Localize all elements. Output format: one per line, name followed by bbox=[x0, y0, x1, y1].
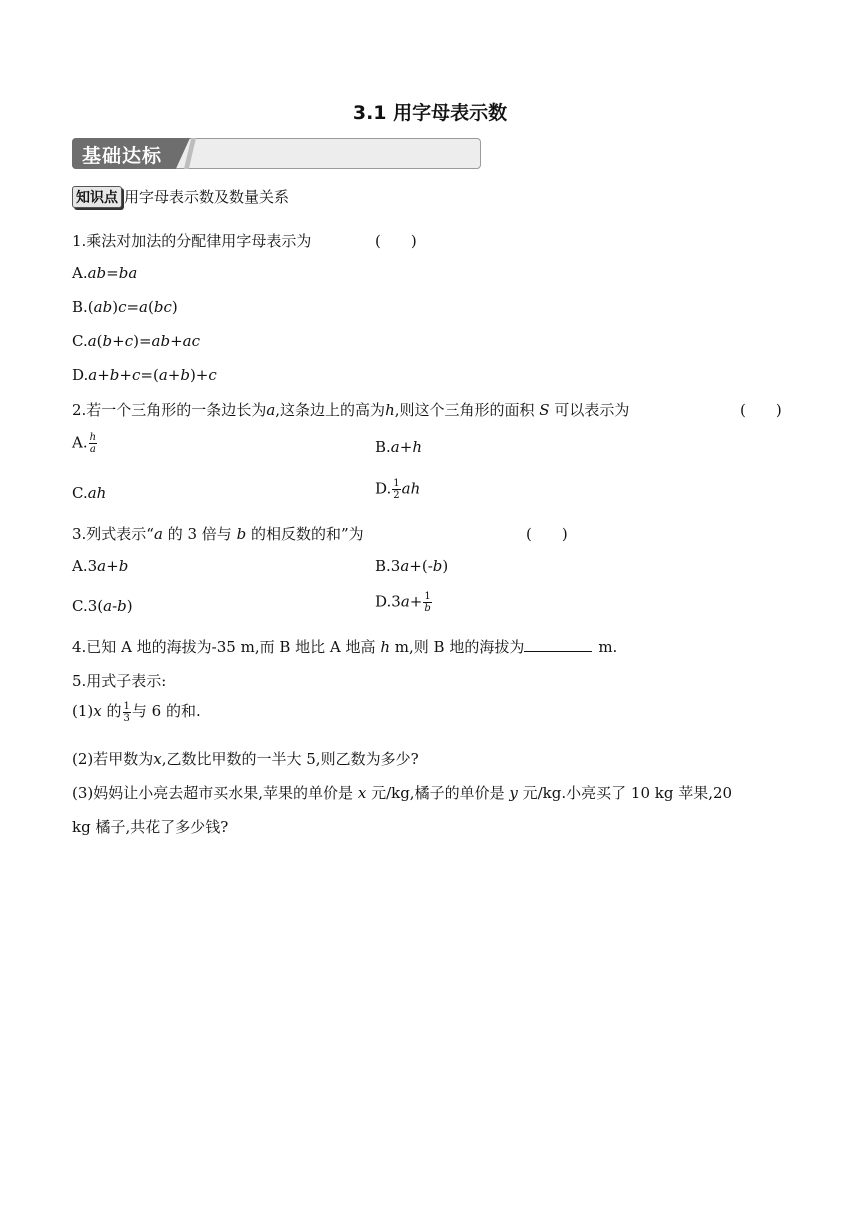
answer-paren: ( ) bbox=[740, 401, 782, 419]
question-2-stem: 2.若一个三角形的一条边长为a,这条边上的高为h,则这个三角形的面积 S 可以表示为 bbox=[72, 401, 630, 419]
q3-option-b: B.3a+(-b) bbox=[375, 557, 449, 575]
q5-part-2: (2)若甲数为x,乙数比甲数的一半大 5,则乙数为多少? bbox=[72, 750, 419, 768]
q1-option-b: B.(ab)c=a(bc) bbox=[72, 298, 178, 316]
answer-paren: ( ) bbox=[375, 232, 417, 250]
answer-blank[interactable] bbox=[524, 637, 592, 652]
q3-option-a: A.3a+b bbox=[72, 557, 129, 575]
q2-option-c: C.ah bbox=[72, 484, 107, 502]
section-banner bbox=[72, 138, 481, 169]
q2-option-d: D. $\frac{1}{2}$ ah bbox=[375, 478, 421, 501]
q2-option-a: A. $\frac{h}{a}$ bbox=[72, 432, 97, 455]
knowledge-point bbox=[72, 186, 289, 208]
q1-option-d: D.a+b+c=(a+b)+c bbox=[72, 366, 217, 384]
banner-label: 基础达标 bbox=[82, 145, 163, 167]
answer-paren: ( ) bbox=[526, 525, 568, 543]
q1-option-a: A.ab=ba bbox=[72, 264, 138, 282]
q3-option-d: D.3a+ $\frac{1}{b}$ bbox=[375, 591, 431, 614]
q3-option-c: C.3(a-b) bbox=[72, 597, 133, 615]
q2-option-b: B.a+h bbox=[375, 438, 422, 456]
question-4-stem: 4.已知 A 地的海拔为-35 m,而 B 地比 A 地高 h m,则 B 地的海拔为 m. bbox=[72, 638, 618, 656]
knowledge-title: 用字母表示数及数量关系 bbox=[124, 188, 290, 206]
q5-part-3-line-2: kg 橘子,共花了多少钱? bbox=[72, 818, 229, 836]
q1-option-c: C.a(b+c)=ab+ac bbox=[72, 332, 201, 350]
q5-part-1: (1)x 的 $\frac{1}{3}$ 与 6 的和. bbox=[72, 700, 201, 724]
question-1-stem: 1.乘法对加法的分配律用字母表示为 bbox=[72, 232, 312, 250]
q5-part-3-line-1: (3)妈妈让小亮去超市买水果,苹果的单价是 x 元/kg,橘子的单价是 y 元/kg.小亮买了 10 kg 苹果,20 bbox=[72, 784, 733, 802]
page-title: 3.1 用字母表示数 bbox=[352, 102, 508, 124]
knowledge-badge: 知识点 bbox=[72, 186, 122, 208]
question-5-stem: 5.用式子表示: bbox=[72, 672, 167, 690]
question-3-stem: 3.列式表示“a 的 3 倍与 b 的相反数的和”为 bbox=[72, 525, 364, 543]
